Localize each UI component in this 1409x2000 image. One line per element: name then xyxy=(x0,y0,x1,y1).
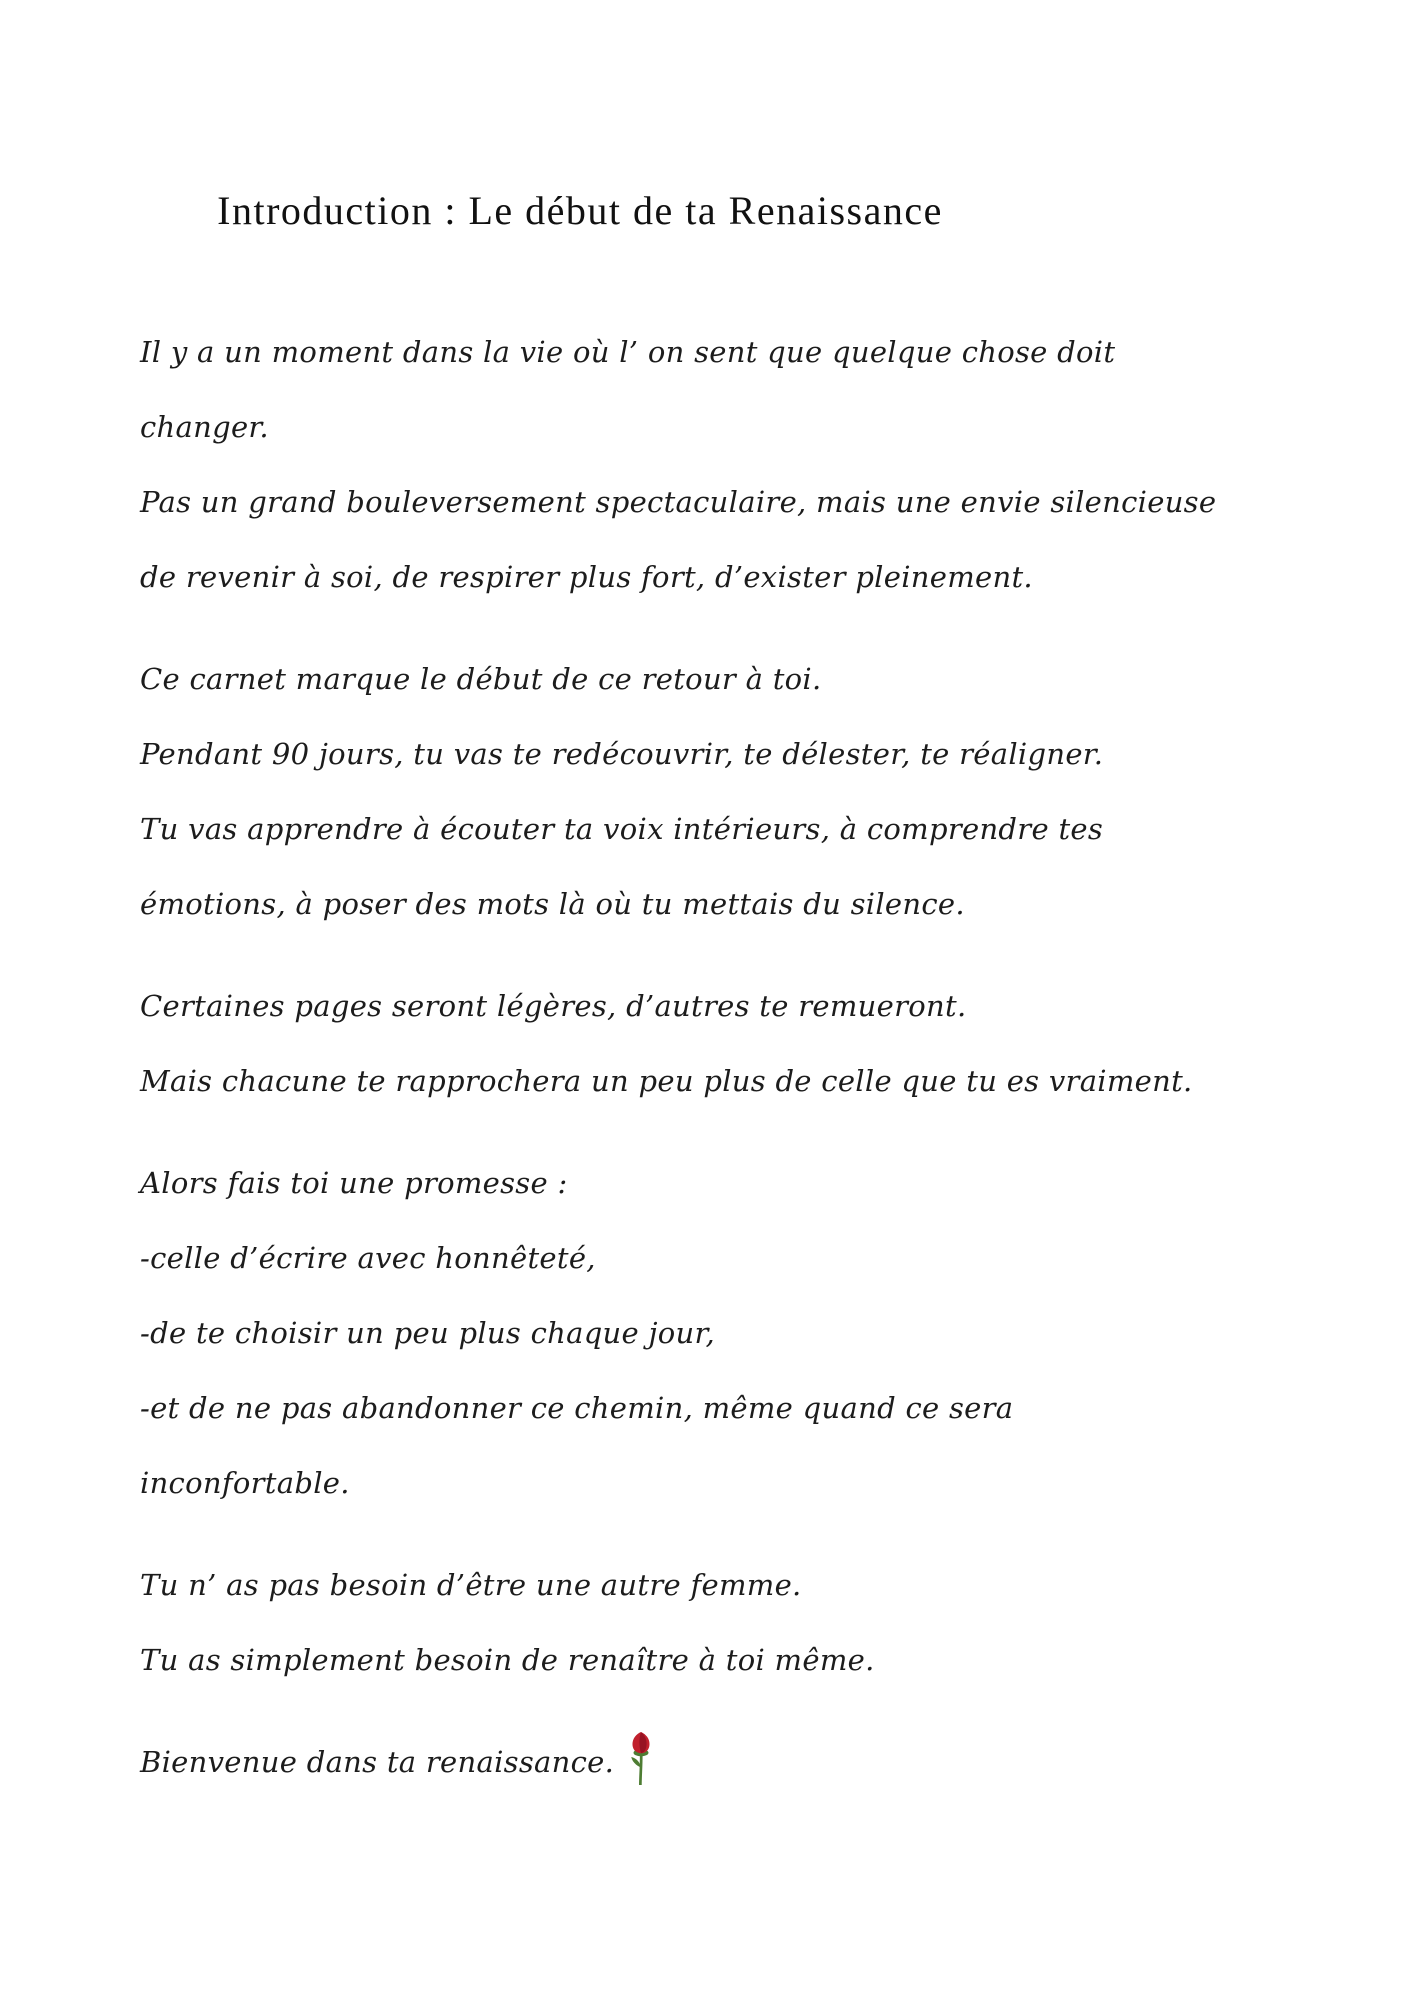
paragraph-4-promise-list xyxy=(140,1146,1020,1521)
closing-text: Bienvenue dans ta renaissance. xyxy=(140,1745,615,1779)
text-line: Alors fais toi une promesse : xyxy=(140,1166,568,1200)
page-title: Introduction : Le début de ta Renaissance xyxy=(217,188,943,233)
text-line: émotions, à poser des mots là où tu mettais du silence. xyxy=(140,887,965,921)
closing-paragraph xyxy=(140,1725,1020,1800)
text-line: de revenir à soi, de respirer plus fort, d’exister pleinement. xyxy=(140,560,1033,594)
paragraph-3 xyxy=(140,969,1193,1119)
text-line: Il y a un moment dans la vie où l’ on sent que quelque chose doit xyxy=(140,335,1116,369)
text-column xyxy=(140,185,1217,1800)
paragraph-1 xyxy=(140,315,1217,615)
text-line: Mais chacune te rapprochera un peu plus de celle que tu es vraiment. xyxy=(140,1064,1193,1098)
paragraph-2 xyxy=(140,642,1104,942)
list-item-line: -et de ne pas abandonner ce chemin, même quand ce sera xyxy=(140,1391,1014,1425)
text-line: changer. xyxy=(140,410,269,444)
text-line: Ce carnet marque le début de ce retour à toi. xyxy=(140,662,822,696)
text-line: Certaines pages seront légères, d’autres te remueront. xyxy=(140,989,967,1023)
text-line: Pendant 90 jours, tu vas te redécouvrir, te délester, te réaligner. xyxy=(140,737,1104,771)
text-line: Tu n’ as pas besoin d’être une autre femme. xyxy=(140,1568,802,1602)
rose-icon xyxy=(628,1731,654,1785)
paragraph-5 xyxy=(140,1548,1020,1698)
text-line: inconfortable. xyxy=(140,1466,350,1500)
text-line: Pas un grand bouleversement spectaculaire, mais une envie silencieuse xyxy=(140,485,1217,519)
closing-line xyxy=(140,1725,1020,1800)
list-item-line: -celle d’écrire avec honnêteté, xyxy=(140,1241,596,1275)
list-item-line: -de te choisir un peu plus chaque jour, xyxy=(140,1316,716,1350)
text-line: Tu vas apprendre à écouter ta voix intérieurs, à comprendre tes xyxy=(140,812,1104,846)
text-line: Tu as simplement besoin de renaître à toi même. xyxy=(140,1643,875,1677)
